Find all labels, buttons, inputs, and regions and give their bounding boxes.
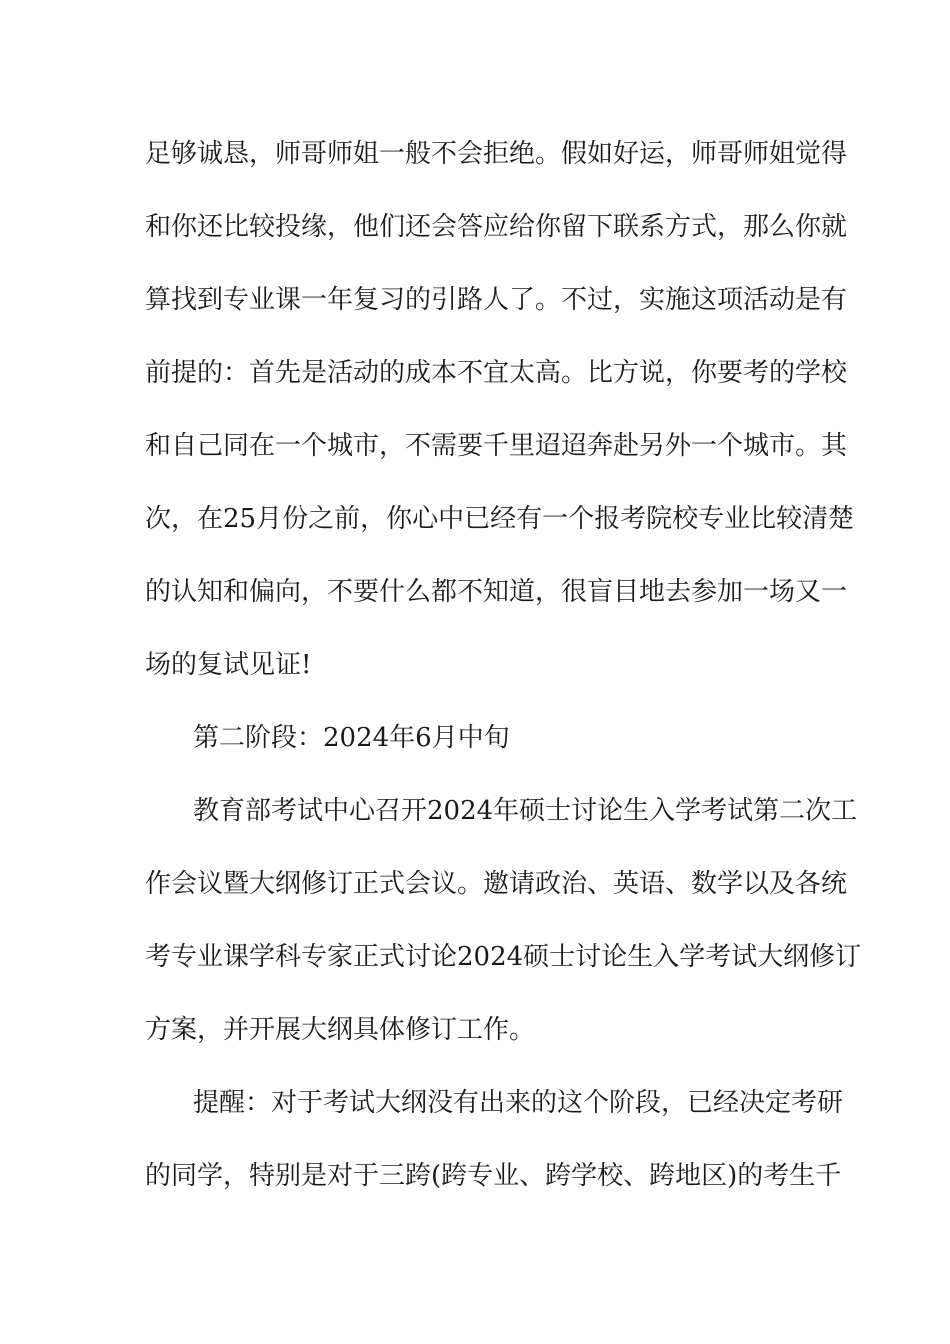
text-line: 场的复试见证! xyxy=(145,650,312,680)
text-line: 作会议暨大纲修订正式会议。邀请政治、英语、数学以及各统 xyxy=(145,869,848,899)
text-line: 的认知和偏向，不要什么都不知道，很盲目地去参加一场又一 xyxy=(145,577,848,607)
text-line: 提醒：对于考试大纲没有出来的这个阶段，已经决定考研 xyxy=(193,1088,844,1118)
text-line: 次，在25月份之前，你心中已经有一个报考院校专业比较清楚 xyxy=(145,504,855,534)
text-line: 考专业课学科专家正式讨论2024硕士讨论生入学考试大纲修订 xyxy=(145,942,862,972)
text-line: 和你还比较投缘，他们还会答应给你留下联系方式，那么你就 xyxy=(145,212,848,242)
text-line: 算找到专业课一年复习的引路人了。不过，实施这项活动是有 xyxy=(145,285,848,315)
section-heading: 第二阶段：2024年6月中旬 xyxy=(193,723,510,753)
text-line: 和自己同在一个城市，不需要千里迢迢奔赴另外一个城市。其 xyxy=(145,431,848,461)
text-line: 方案，并开展大纲具体修订工作。 xyxy=(145,1015,536,1045)
text-line: 教育部考试中心召开2024年硕士讨论生入学考试第二次工 xyxy=(193,796,858,826)
text-line: 足够诚恳，师哥师姐一般不会拒绝。假如好运，师哥师姐觉得 xyxy=(145,139,848,169)
text-line: 前提的：首先是活动的成本不宜太高。比方说，你要考的学校 xyxy=(145,358,848,388)
text-line: 的同学，特别是对于三跨(跨专业、跨学校、跨地区)的考生千 xyxy=(145,1161,842,1191)
